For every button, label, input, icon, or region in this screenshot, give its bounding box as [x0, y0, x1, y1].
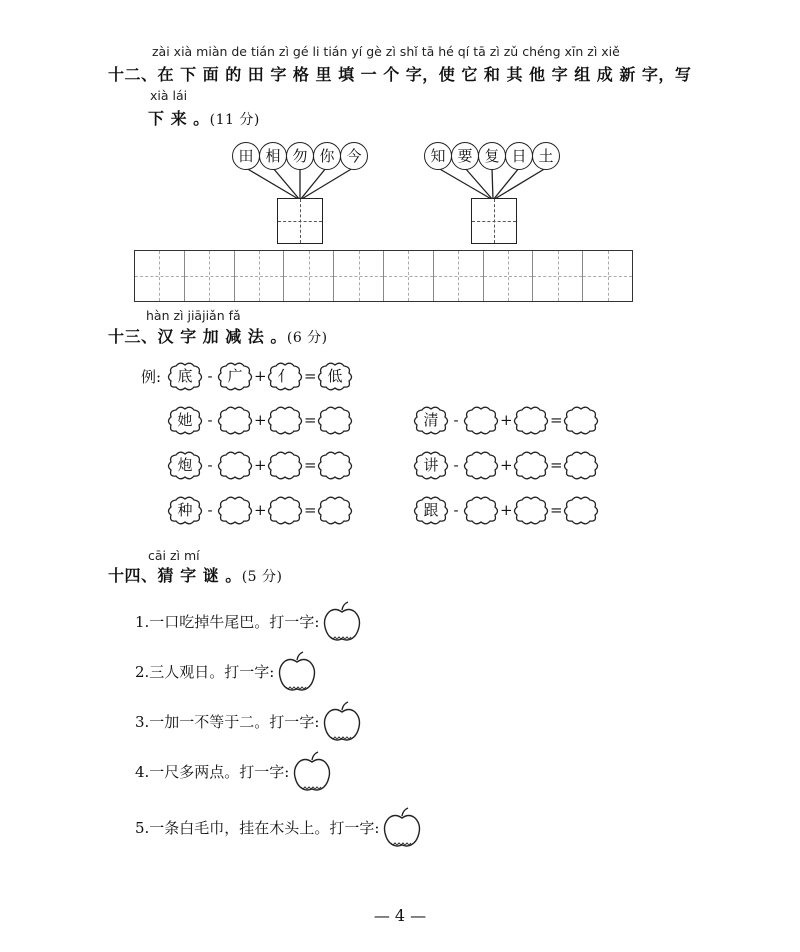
q12-title-line1: 十二、在 下 面 的 田 字 格 里 填 一 个 字，使 它 和 其 他 字 组 成 新 字，写	[108, 65, 692, 84]
flower-answer-box[interactable]	[216, 405, 254, 435]
equals-sign: =	[550, 411, 563, 429]
q12-tianzige-box-2[interactable]	[471, 198, 517, 244]
minus-sign: -	[453, 501, 459, 519]
flower-answer-box[interactable]	[316, 405, 354, 435]
circled-char: 知	[424, 142, 452, 170]
flower-char	[266, 450, 304, 480]
q13-pinyin: hàn zì jiājiǎn fǎ	[146, 308, 241, 323]
flower-char	[562, 405, 600, 435]
q13-title: 十三、汉 字 加 减 法 。(6 分)	[108, 327, 328, 346]
minus-sign: -	[207, 367, 213, 385]
riddle-item	[135, 650, 318, 692]
flower-char	[216, 450, 254, 480]
equals-sign: =	[304, 411, 317, 429]
flower-answer-box[interactable]	[562, 405, 600, 435]
flower-box	[316, 361, 354, 391]
flower-answer-box[interactable]	[512, 495, 550, 525]
flower-char: 跟	[423, 501, 439, 519]
riddle-text: 1.一口吃掉牛尾巴。打一字:	[135, 612, 320, 631]
flower-answer-box[interactable]	[266, 495, 304, 525]
flower-box	[412, 405, 450, 435]
equation-row	[166, 361, 354, 391]
equals-sign: =	[304, 367, 317, 385]
flower-box	[412, 495, 450, 525]
q12-answer-grid[interactable]	[134, 250, 633, 302]
flower-answer-box[interactable]	[316, 450, 354, 480]
flower-box	[412, 450, 450, 480]
flower-char	[512, 495, 550, 525]
circled-char: 田	[232, 142, 260, 170]
q14-pinyin: cāi zì mí	[148, 548, 200, 563]
flower-answer-box[interactable]	[562, 450, 600, 480]
riddle-item	[135, 700, 363, 742]
circled-char: 日	[505, 142, 533, 170]
apple-answer-icon[interactable]	[381, 806, 423, 848]
riddle-text: 2.三人观日。打一字:	[135, 662, 275, 681]
flower-answer-box[interactable]	[216, 495, 254, 525]
minus-sign: -	[207, 411, 213, 429]
flower-char: 清	[423, 411, 439, 429]
flower-char	[316, 405, 354, 435]
riddle-text: 4.一尺多两点。打一字:	[135, 762, 290, 781]
minus-sign: -	[207, 501, 213, 519]
minus-sign: -	[453, 456, 459, 474]
riddle-item	[135, 600, 363, 642]
equals-sign: =	[304, 456, 317, 474]
circled-char: 今	[340, 142, 368, 170]
minus-sign: -	[453, 411, 459, 429]
circled-char: 你	[313, 142, 341, 170]
flower-char	[266, 495, 304, 525]
flower-char: 炮	[177, 456, 193, 474]
flower-char	[512, 450, 550, 480]
flower-answer-box[interactable]	[562, 495, 600, 525]
flower-char	[316, 495, 354, 525]
flower-box	[216, 361, 254, 391]
circled-char: 勿	[286, 142, 314, 170]
equation-row	[166, 450, 354, 480]
plus-sign: +	[254, 456, 267, 474]
minus-sign: -	[207, 456, 213, 474]
apple-answer-icon[interactable]	[321, 700, 363, 742]
equation-row	[166, 495, 354, 525]
q12-pinyin-line2: xià lái	[150, 88, 188, 103]
flower-char	[462, 405, 500, 435]
apple-answer-icon[interactable]	[291, 750, 333, 792]
circled-char: 土	[532, 142, 560, 170]
flower-answer-box[interactable]	[462, 405, 500, 435]
flower-char: 底	[177, 367, 193, 385]
apple-answer-icon[interactable]	[276, 650, 318, 692]
apple-answer-icon[interactable]	[321, 600, 363, 642]
riddle-item	[135, 750, 333, 792]
flower-answer-box[interactable]	[462, 450, 500, 480]
flower-char	[562, 495, 600, 525]
q13-example-label: 例:	[141, 368, 162, 386]
q12-title-line2: 下 来 。(11 分)	[148, 109, 260, 128]
flower-char	[462, 450, 500, 480]
circled-char: 要	[451, 142, 479, 170]
plus-sign: +	[500, 456, 513, 474]
q13-points: (6 分)	[286, 330, 328, 346]
flower-answer-box[interactable]	[512, 450, 550, 480]
flower-char: 亻	[277, 367, 293, 385]
flower-box	[166, 361, 204, 391]
riddle-text: 3.一加一不等于二。打一字:	[135, 712, 320, 731]
flower-char	[462, 495, 500, 525]
grid-cell[interactable]	[235, 251, 285, 301]
equation-row	[412, 495, 600, 525]
q12-tianzige-box-1[interactable]	[277, 198, 323, 244]
riddle-text: 5.一条白毛巾，挂在木头上。打一字:	[135, 818, 380, 837]
grid-cell[interactable]	[284, 251, 334, 301]
flower-answer-box[interactable]	[316, 495, 354, 525]
flower-box	[166, 495, 204, 525]
equals-sign: =	[304, 501, 317, 519]
flower-char: 种	[177, 501, 193, 519]
grid-cell[interactable]	[185, 251, 235, 301]
grid-cell[interactable]	[334, 251, 384, 301]
plus-sign: +	[500, 411, 513, 429]
flower-answer-box[interactable]	[266, 450, 304, 480]
flower-answer-box[interactable]	[462, 495, 500, 525]
plus-sign: +	[500, 501, 513, 519]
plus-sign: +	[254, 367, 267, 385]
equation-row	[412, 405, 600, 435]
flower-char	[216, 495, 254, 525]
q14-title: 十四、猜 字 谜 。(5 分)	[108, 566, 283, 585]
flower-box	[266, 361, 304, 391]
q14-points: (5 分)	[241, 569, 283, 585]
grid-cell[interactable]	[384, 251, 434, 301]
grid-cell[interactable]	[135, 251, 185, 301]
flower-char: 她	[177, 411, 193, 429]
grid-cell[interactable]	[484, 251, 534, 301]
flower-char: 讲	[423, 456, 439, 474]
page-number: — 4 —	[373, 906, 427, 925]
q12-pinyin-line1: zài xià miàn de tián zì gé li tián yí gè zì shǐ tā hé qí tā zì zǔ chéng xīn zì xiě	[152, 44, 620, 59]
circled-char: 复	[478, 142, 506, 170]
riddle-item	[135, 806, 423, 848]
flower-answer-box[interactable]	[512, 405, 550, 435]
grid-cell[interactable]	[434, 251, 484, 301]
flower-char	[266, 405, 304, 435]
flower-char	[512, 405, 550, 435]
flower-answer-box[interactable]	[266, 405, 304, 435]
equation-row	[412, 450, 600, 480]
circled-char: 相	[259, 142, 287, 170]
plus-sign: +	[254, 411, 267, 429]
flower-char: 低	[327, 367, 343, 385]
flower-char	[316, 450, 354, 480]
grid-cell[interactable]	[583, 251, 632, 301]
flower-char	[562, 450, 600, 480]
flower-box	[166, 450, 204, 480]
flower-char: 广	[227, 367, 243, 385]
flower-answer-box[interactable]	[216, 450, 254, 480]
grid-cell[interactable]	[533, 251, 583, 301]
flower-char	[216, 405, 254, 435]
q12-points: (11 分)	[209, 112, 260, 128]
equals-sign: =	[550, 456, 563, 474]
flower-box	[166, 405, 204, 435]
plus-sign: +	[254, 501, 267, 519]
equation-row	[166, 405, 354, 435]
equals-sign: =	[550, 501, 563, 519]
